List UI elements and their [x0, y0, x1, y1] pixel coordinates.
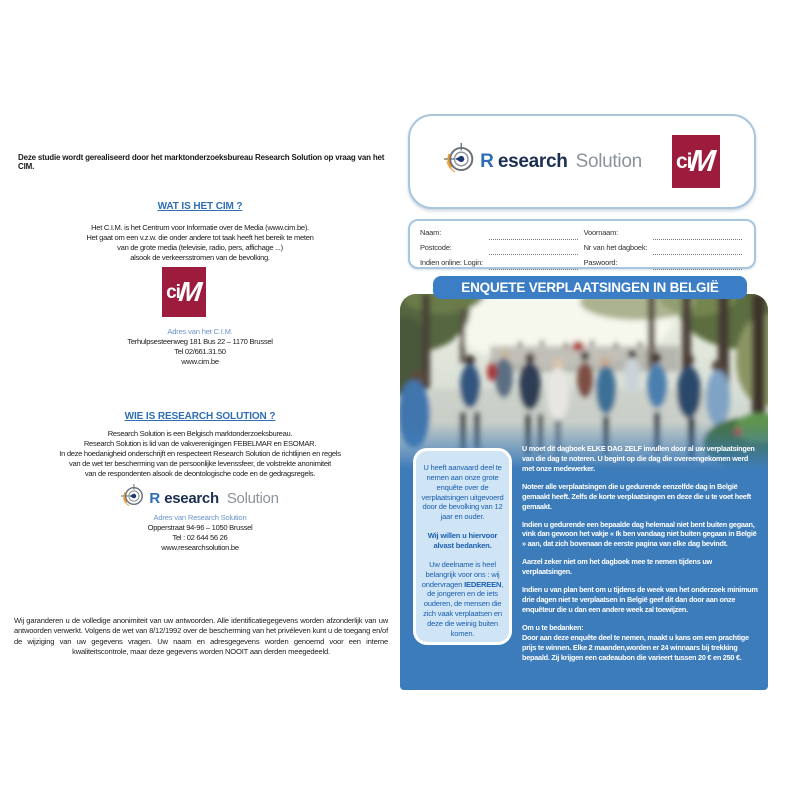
text-line — [0, 243, 400, 253]
cim-logo — [162, 267, 206, 317]
paragraph — [421, 463, 504, 522]
text-segment: alsook de verkeersstromen van de bevolking. — [130, 253, 270, 263]
text-line — [0, 357, 400, 367]
text-line — [0, 429, 400, 439]
thank-you-box — [413, 448, 512, 645]
street-crowd-photo — [400, 294, 768, 469]
paragraph — [421, 531, 504, 551]
text-line — [0, 337, 400, 347]
text-segment: Uw deelname is heel belangrijk voor ons : wij ondervragen — [421, 559, 500, 589]
form-field-label: Indien online: Login: — [420, 258, 483, 267]
text-segment: van de grote media (televisie, radio, pers, affichage ...) — [117, 243, 283, 253]
rs-logo-solution: Solution — [226, 490, 279, 507]
paragraph — [522, 482, 760, 512]
emphasis-text: ELKE DAG ZELF — [586, 444, 642, 453]
text-line — [0, 347, 400, 357]
target-icon — [121, 484, 145, 513]
text-segment: In deze hoedanigheid onderschrijft en respecteert Research Solution de richtlijnen en regels — [59, 449, 341, 459]
text-line — [0, 533, 400, 543]
paragraph — [421, 560, 504, 639]
form-field-input-line[interactable] — [653, 246, 742, 255]
emphasis-text: Om u te bedanken: — [522, 622, 584, 632]
text-segment: Noteer alle verplaatsingen die u gedurende eenzelfde dag in België gemaakt heeft. Zelfs de korte verplaatsingen en deze die u te voet heeft gemaakt. — [522, 481, 751, 511]
emphasis-text: IEDEREEN — [464, 579, 502, 589]
research-solution-logo-header — [444, 143, 642, 180]
form-field-input-line[interactable] — [653, 231, 742, 240]
text-segment: Tel : 02 644 56 26 — [172, 533, 228, 543]
rs-logo-research: esearch — [497, 150, 568, 172]
text-line — [0, 233, 400, 243]
text-line — [0, 459, 400, 469]
text-segment: U heeft aanvaard deel te nemen aan onze grote enquête over de verplaatsingen uitgevoerd door de bevolking van 12 jaar en ouder. — [421, 463, 504, 522]
rs-address — [0, 523, 400, 553]
text-segment: Indien u van plan bent om u tijdens de week van het onderzoek minimum drie dagen niet te verplaatsen in België geef dit dan door aan onze enquêteur die u dan een andere week zal toewijzen. — [522, 585, 758, 614]
text-segment: Terhulpsesteenweg 181 Bus 22 – 1170 Brussel — [127, 337, 273, 346]
text-line — [0, 543, 400, 553]
text-segment: van de wet ter bescherming van de persoonlijke levenssfeer, de volstrekte anonimiteit — [69, 459, 331, 469]
form-field-label: Naam: — [420, 228, 442, 237]
text-line — [0, 523, 400, 533]
text-line — [0, 253, 400, 263]
cim-logo-m: M — [177, 276, 204, 308]
form-field-label: Postcode: — [420, 243, 452, 252]
cim-logo-text: ci — [675, 150, 692, 173]
form-field-label: Paswoord: — [583, 258, 618, 267]
text-segment: Indien u gedurende een bepaalde dag helemaal niet bent buiten gegaan, vink dan gewoon het vakje « Ik ben vandaag niet buiten gegaan in België » aan, dat zich bovenaan de eerste pagina van elke dag bevindt. — [522, 519, 757, 549]
research-solution-logo — [0, 484, 400, 513]
form-field-input-line[interactable] — [489, 261, 578, 270]
cim-logo-text: ci — [166, 281, 180, 303]
form-field-label: Nr van het dagboek: — [583, 243, 648, 252]
text-segment: invullen door al uw verplaatsingen van die dag te noteren. U begint op die dag die overeengekomen werd met onze medewerker. — [522, 444, 755, 473]
form-field-input-line[interactable] — [653, 261, 742, 270]
text-segment: www.cim.be — [181, 357, 219, 367]
cim-section-title: WAT IS HET CIM ? — [157, 201, 243, 212]
diary-instructions — [522, 444, 760, 671]
paragraph — [522, 557, 760, 577]
target-icon — [444, 143, 476, 180]
paragraph — [522, 585, 760, 615]
form-field-input-line[interactable] — [489, 246, 578, 255]
rs-logo-solution: Solution — [575, 150, 642, 172]
paragraph — [522, 520, 760, 550]
text-line — [0, 469, 400, 479]
cim-section-body — [0, 223, 400, 263]
rs-logo-r: R — [149, 490, 161, 507]
header-logo-box — [408, 114, 756, 209]
rs-logo-r: R — [480, 150, 494, 172]
text-segment: Het gaat om een v.z.w. die onder andere tot taak heeft het bereik te meten — [86, 233, 314, 243]
survey-title-banner: ENQUETE VERPLAATSINGEN IN BELGIË — [433, 276, 747, 299]
text-segment: Research Solution is een Belgisch marktonderzoeksbureau. — [107, 429, 293, 438]
cim-address — [0, 337, 400, 367]
form-field-input-line[interactable] — [489, 231, 578, 240]
text-segment: Aarzel zeker niet om het dagboek mee te nemen tijdens uw verplaatsingen. — [522, 557, 712, 577]
cim-logo-m: M — [688, 144, 718, 179]
rs-logo-research: esearch — [164, 490, 219, 507]
text-segment: Tel 02/661.31.50 — [174, 347, 226, 357]
privacy-notice: Wij garanderen u de volledige anonimiteit van uw antwoorden. Alle identificatiegegevens worden afzonderlijk van uw antwoorden verwerkt. Volgens de wet van 8/12/1992 over de bescherming van het privéleven kunt u de toegang en/of de wijziging van uw gegevens vragen. Uw naam en adresgegevens worden genoemd voor een interne kwaliteitscontrole, maar deze gegevens worden NOOIT aan derden meegedeeld. — [14, 616, 388, 657]
paragraph — [522, 623, 760, 663]
text-segment: Het C.I.M. is het Centrum voor Informatie over de Media (www.cim.be). — [91, 223, 309, 232]
text-line — [0, 439, 400, 449]
text-segment: Research Solution is lid van de vakverenigingen FEBELMAR en ESOMAR. — [83, 439, 317, 449]
text-segment: www.researchsolution.be — [161, 543, 239, 553]
text-segment: U moet dit dagboek — [522, 444, 587, 453]
intro-text: Deze studie wordt gerealiseerd door het marktonderzoeksbureau Research Solution op vraag van het CIM. — [18, 153, 385, 171]
paragraph — [522, 444, 760, 474]
text-line — [0, 223, 400, 233]
respondent-form — [408, 219, 756, 269]
emphasis-text: Wij willen u hiervoor alvast bedanken. — [427, 531, 498, 551]
text-line — [0, 449, 400, 459]
rs-section-title: WIE IS RESEARCH SOLUTION ? — [124, 411, 276, 422]
cim-logo — [672, 135, 720, 188]
form-field-label: Voornaam: — [583, 228, 619, 237]
cim-address-label: Adres van het C.I.M. — [167, 327, 233, 336]
text-segment: Door aan deze enquête deel te nemen, maakt u kans om een prachtige prijs te winnen. Elke 2 maanden,worden er 24 winnaars bij trekking bepaald. Zij krijgen een cadeaubon die varieert tussen 20 € en 250 €. — [522, 632, 749, 662]
text-segment: Opperstraat 94-96 – 1050 Brussel — [147, 523, 253, 532]
photo-panel — [400, 294, 768, 690]
text-segment: , de jongeren en de iets ouderen, de mensen die zich vaak verplaatsen en deze die weinig buiten komen. — [423, 579, 504, 638]
rs-address-label: Adres van Research Solution — [153, 513, 247, 522]
text-segment: van de respondenten alsook de deontologische code en de gedragsregels. — [84, 469, 316, 479]
rs-section-body — [0, 429, 400, 479]
